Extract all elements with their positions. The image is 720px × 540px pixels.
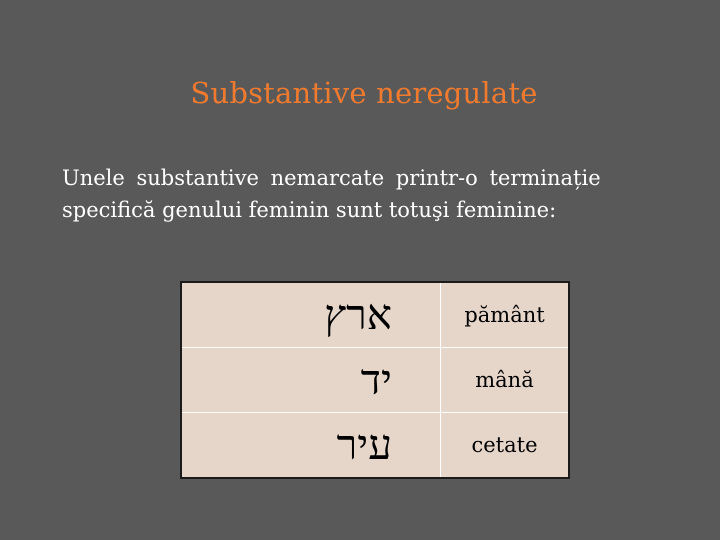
- vocabulary-table: [180, 281, 570, 479]
- table-row: [181, 413, 569, 479]
- hebrew-word: עיר: [181, 413, 441, 479]
- translation-word: pământ: [441, 282, 570, 348]
- translation-word: cetate: [441, 413, 570, 479]
- hebrew-word: יד: [181, 348, 441, 413]
- slide-title: Substantive neregulate: [190, 76, 538, 110]
- table-row: [181, 348, 569, 413]
- table-row: [181, 282, 569, 348]
- translation-word: mână: [441, 348, 570, 413]
- slide-body-text: [62, 162, 662, 226]
- hebrew-word: ארץ: [181, 282, 441, 348]
- body-line-1: Unele substantive nemarcate printr-o terminație: [62, 166, 601, 190]
- body-line-2: specifică genului feminin sunt totuşi feminine:: [62, 198, 557, 222]
